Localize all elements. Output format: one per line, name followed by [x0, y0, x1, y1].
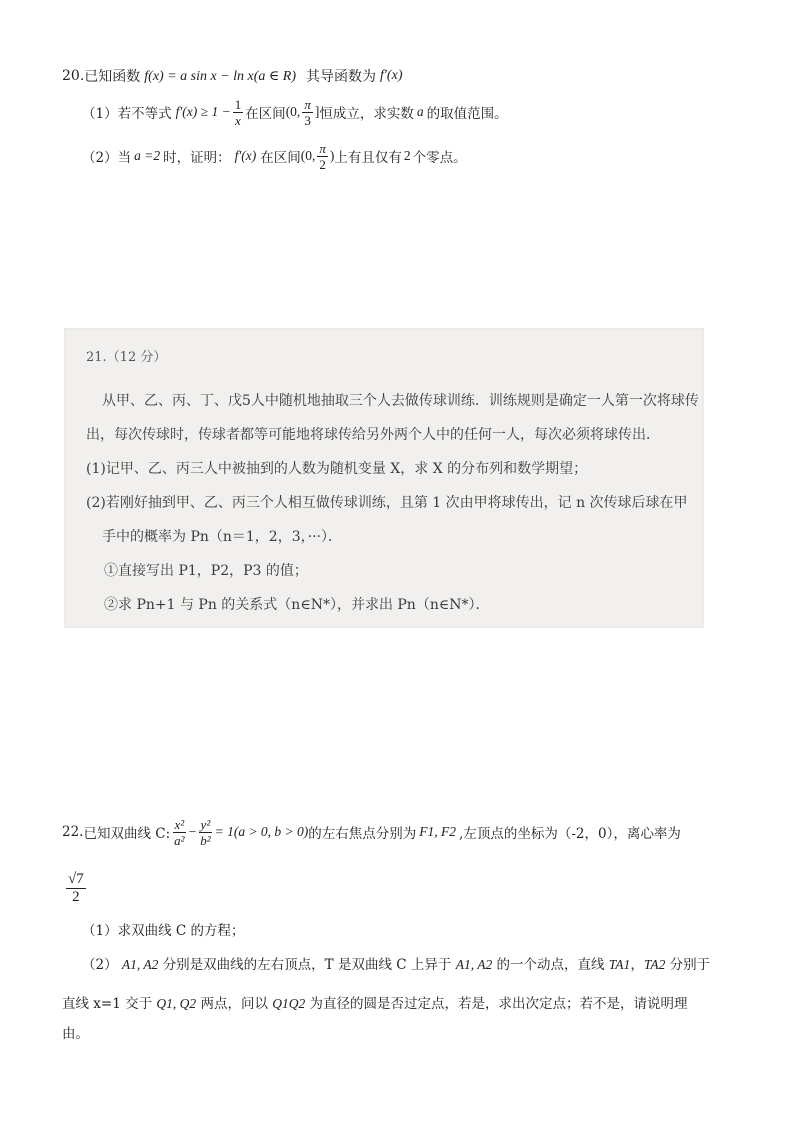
q20-part1-variable: a [416, 104, 424, 119]
q20-part2-text-c: 在区间 [260, 150, 301, 166]
q22-part-1: （1）求双曲线 C 的方程； [82, 923, 245, 939]
q20-part-1 [82, 90, 762, 134]
q20-part1-label: （1） [82, 106, 118, 122]
q20-part2-interval-fraction [317, 142, 328, 171]
q20-derivative: f′(x) [379, 68, 403, 83]
question-21-photo [64, 328, 704, 628]
q20-part2-interval-close: ) [329, 148, 335, 163]
q22-part2-separator: ， [630, 957, 644, 973]
q22-part2-points-2: A1, A2 [455, 957, 493, 972]
q20-part2-interval-num: π [319, 140, 326, 156]
q20-part1-text-d: 的取值范围。 [426, 106, 508, 122]
q20-part2-interval-open: (0, [300, 148, 316, 163]
q22-frac-x-num: x² [174, 816, 185, 832]
q22-ecc-fraction [66, 872, 86, 905]
q21-line-1: 从甲、乙、丙、丁、戊5人中随机地抽取三个人去做传球训练．训练规则是确定一人第一次将球传 [102, 393, 699, 409]
q22-cont-text-d: 由。 [62, 1026, 89, 1042]
q22-part2-label: （2） [82, 957, 118, 973]
q20-deriv-text: 其导函数为 [305, 69, 376, 85]
q22-text-a: 已知双曲线 C: [83, 826, 171, 842]
q22-cont-text-c: 为直径的圆是否过定点，若是，求出次定点；若不是，请说明理 [309, 996, 688, 1012]
q20-part1-interval-fraction [302, 98, 313, 127]
q20-part1-text-a: 若不等式 [117, 106, 172, 122]
q20-part2-text-d: 上有且仅有 [334, 150, 402, 166]
q22-frac-x-den: a² [174, 832, 185, 848]
q22-cont-text-a: 直线 x=1 交于 [62, 996, 153, 1012]
q22-part2-points: A1, A2 [121, 957, 159, 972]
q22-equation: = 1(a > 0, b > 0) [214, 824, 309, 839]
q22-foci: F1, F2 [419, 824, 457, 839]
q22-cont-segment: Q1Q2 [272, 996, 306, 1011]
q20-part2-text-e: 个零点。 [412, 150, 467, 166]
q22-part2-line-1: TA1 [608, 957, 631, 972]
q22-frac-y [198, 818, 212, 847]
q20-number: 20. [62, 68, 85, 84]
q22-part-2 [82, 953, 752, 973]
question-22 [62, 810, 752, 1049]
q22-frac-x [172, 818, 186, 847]
q20-part2-text-b: 时，证明： [163, 150, 231, 166]
q20-part-2 [82, 134, 762, 178]
q21-line-5: 手中的概率为 Pn（n＝1，2，3，···）． [102, 529, 342, 545]
q20-part2-count: 2 [403, 148, 411, 163]
q20-part1-text-c: 恒成立，求实数 [319, 106, 414, 122]
q22-eccentricity [62, 872, 752, 905]
q20-part2-text-a: 当 [117, 150, 132, 166]
q20-part2-interval-den: 2 [319, 156, 326, 172]
q20-part1-interval-close: ] [314, 104, 320, 119]
q20-part1-inequality: f′(x) ≥ 1 − [175, 104, 231, 119]
q21-line-7: ②求 Pn+1 与 Pn 的关系式（n∈N*），并求出 Pn（n∈N*）． [104, 597, 490, 613]
q20-part1-frac-num: 1 [234, 96, 242, 112]
q22-number: 22. [62, 824, 84, 840]
q20-intro: 已知函数 [84, 69, 141, 85]
q21-header: 21.（12 分） [86, 350, 167, 365]
q22-cont-text-b: 两点，问以 [200, 996, 268, 1012]
q22-part2-line-2: TA2 [643, 957, 666, 972]
q22-stem [62, 810, 752, 854]
q22-part2-text-d: 分别于 [669, 957, 711, 973]
q20-part2-condition: a =2 [134, 148, 161, 163]
q21-line-4: (2)若刚好抽到甲、乙、丙三个人相互做传球训练，且第 1 次由甲将球传出，记 n 次传球后球在甲 [86, 495, 688, 511]
q20-function: f(x) = a sin x − ln x(a ∈ R) [144, 68, 296, 84]
q22-ecc-den: 2 [72, 889, 80, 905]
q20-part2-function: f′(x) [234, 148, 257, 163]
q20-part1-frac-den: x [235, 112, 241, 128]
q20-part1-interval-open: (0, [285, 104, 301, 119]
q21-line-2: 出，每次传球时，传球者都等可能地将球传给另外两个人中的任何一人，每次必须将球传出． [86, 427, 660, 443]
q20-part1-interval-den: 3 [304, 112, 311, 128]
q22-frac-y-num: y² [200, 816, 211, 832]
q21-line-6: ①直接写出 P1，P2，P3 的值； [104, 563, 308, 579]
q22-ecc-num: √7 [68, 871, 84, 887]
q22-minus: − [188, 824, 197, 839]
q20-part1-fraction [233, 98, 244, 127]
q21-line-3: (1)记甲、乙、丙三人中被抽到的人数为随机变量 X，求 X 的分布列和数学期望； [86, 461, 588, 477]
q20-part2-label: （2） [82, 150, 118, 166]
q22-part2-text-c: 的一个动点，直线 [496, 957, 605, 973]
question-20 [62, 62, 762, 178]
q22-text-b: 的左右焦点分别为 [308, 826, 417, 842]
q22-frac-y-den: b² [200, 832, 211, 848]
q20-stem [62, 62, 762, 90]
q22-part2-text-b: 分别是双曲线的左右顶点，T 是双曲线 C 上异于 [162, 957, 452, 973]
q22-text-c: ,左顶点的坐标为（-2，0），离心率为 [459, 826, 681, 842]
q22-cont-points: Q1, Q2 [156, 996, 197, 1011]
q22-part-2-continued [62, 989, 752, 1049]
q20-part1-interval-num: π [304, 96, 311, 112]
q20-part1-text-b: 在区间 [245, 106, 286, 122]
